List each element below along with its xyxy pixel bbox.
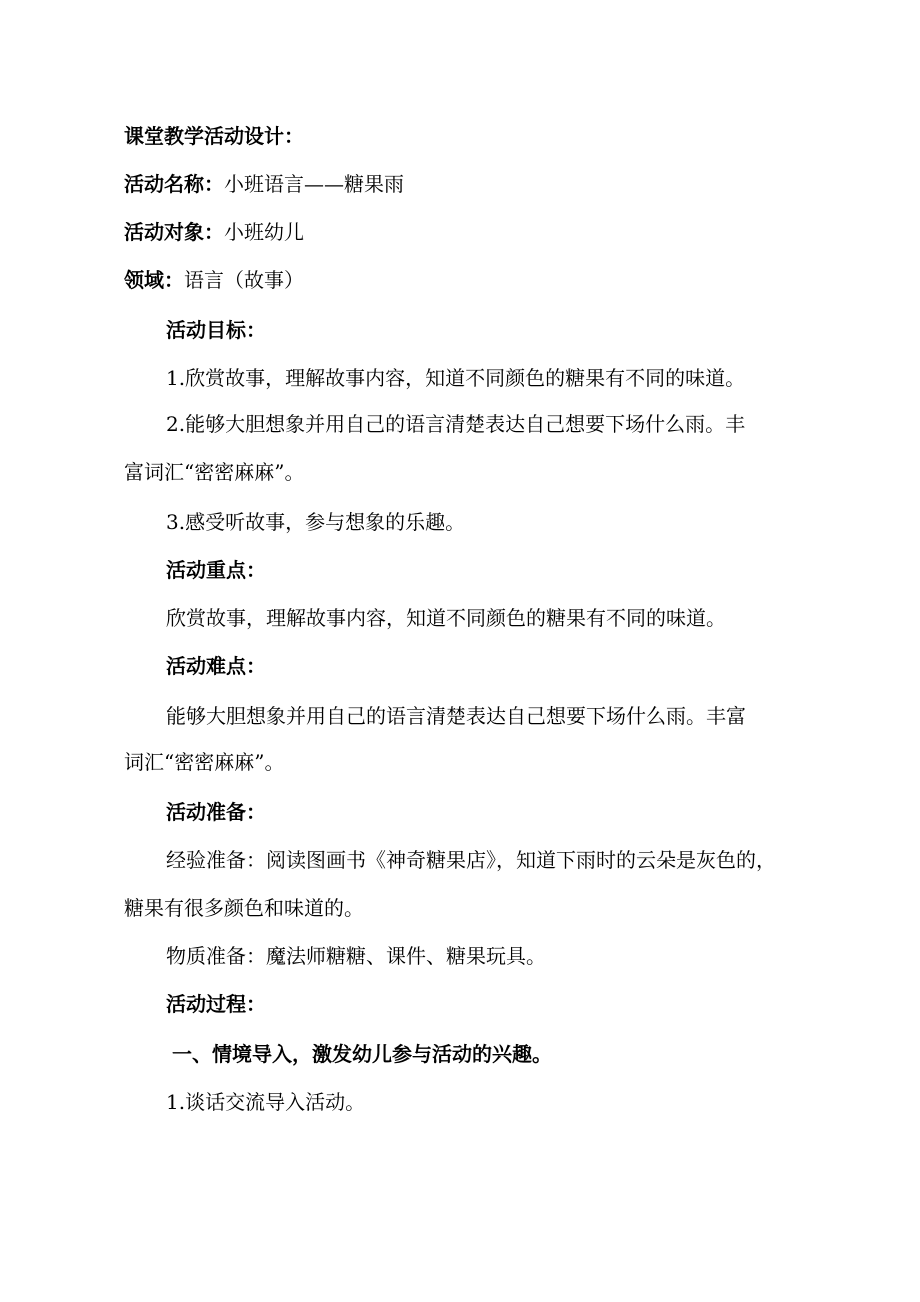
key-point-label: 活动重点： xyxy=(166,558,266,582)
experience-prep-line-2: 糖果有很多颜色和味道的。 xyxy=(124,896,364,920)
goal-item-3: 3.感受听故事，参与想象的乐趣。 xyxy=(166,510,466,534)
activity-target-value: 小班幼儿 xyxy=(224,220,304,244)
process-label: 活动过程： xyxy=(166,992,266,1016)
difficulty-label: 活动难点： xyxy=(166,654,266,678)
goals-label: 活动目标： xyxy=(166,318,266,342)
activity-name-value: 小班语言——糖果雨 xyxy=(224,172,404,196)
process-step-1: 1.谈话交流导入活动。 xyxy=(166,1090,366,1114)
key-point-text: 欣赏故事，理解故事内容，知道不同颜色的糖果有不同的味道。 xyxy=(166,606,726,630)
experience-prep-line-1: 经验准备：阅读图画书《神奇糖果店》，知道下雨时的云朵是灰色的， xyxy=(166,848,776,872)
activity-name-line xyxy=(124,170,404,198)
preparation-label: 活动准备： xyxy=(166,800,266,824)
goal-item-2: 2.能够大胆想象并用自己的语言清楚表达自己想要下场什么雨。丰 xyxy=(166,412,746,436)
domain-label: 领域： xyxy=(124,268,184,292)
goal-item-1: 1.欣赏故事，理解故事内容，知道不同颜色的糖果有不同的味道。 xyxy=(166,366,746,390)
document-heading: 课堂教学活动设计： xyxy=(124,124,304,148)
domain-value: 语言（故事） xyxy=(184,268,304,292)
difficulty-text-line-2: 词汇“密密麻麻”。 xyxy=(124,750,285,774)
material-prep: 物质准备：魔法师糖糖、课件、糖果玩具。 xyxy=(166,944,546,968)
process-section-1: 一、情境导入，激发幼儿参与活动的兴趣。 xyxy=(172,1042,552,1066)
difficulty-text-line-1: 能够大胆想象并用自己的语言清楚表达自己想要下场什么雨。丰富 xyxy=(166,704,746,728)
activity-name-label: 活动名称： xyxy=(124,172,224,196)
domain-line xyxy=(124,266,304,294)
activity-target-label: 活动对象： xyxy=(124,220,224,244)
activity-target-line xyxy=(124,218,304,246)
goal-item-2-continued: 富词汇“密密麻麻”。 xyxy=(124,460,305,484)
